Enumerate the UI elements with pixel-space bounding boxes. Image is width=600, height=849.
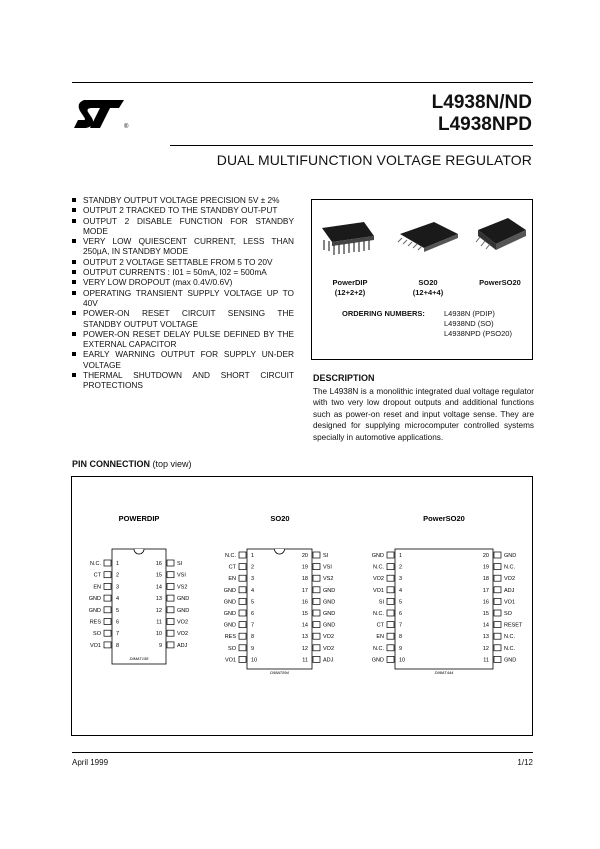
pin-number: 15 — [482, 611, 489, 617]
diagram-code: DIMAT158 — [129, 656, 149, 661]
st-logo — [72, 92, 132, 134]
ordering-number: L4938ND (SO) — [444, 319, 494, 328]
feature-item: EARLY WARNING OUTPUT FOR SUPPLY UN-DER VOLTAGE — [72, 349, 294, 370]
pin-number: 2 — [116, 572, 120, 579]
pin-name: CT — [228, 564, 236, 571]
ordering-number: L4938N (PDIP) — [444, 309, 495, 318]
pin-name: N.C. — [504, 634, 515, 641]
pin-number: 9 — [399, 645, 403, 652]
pin-pad — [494, 645, 501, 651]
pin-pad — [313, 587, 320, 593]
pin-pad — [239, 575, 246, 581]
pin-name: ADJ — [177, 642, 188, 649]
pin-name: VO2 — [323, 634, 335, 641]
pin-name: EN — [376, 634, 384, 641]
pin-name: VSI — [177, 572, 186, 579]
pin-pad — [313, 575, 320, 581]
pin-number: 9 — [251, 645, 255, 652]
pin-name: GND — [177, 607, 190, 614]
pin-pad — [167, 572, 174, 578]
pin-pad — [104, 642, 111, 648]
pin-name: SI — [323, 553, 329, 559]
pin-name: VO2 — [323, 645, 335, 652]
footer-date: April 1999 — [72, 758, 109, 767]
pin-pad — [167, 619, 174, 625]
pin-pad — [494, 622, 501, 628]
pin-number: 15 — [301, 611, 308, 617]
pin-pad — [313, 645, 320, 651]
pin-name: VO2 — [177, 619, 189, 626]
pin-name: GND — [223, 622, 236, 629]
pin-number: 8 — [399, 634, 403, 641]
pin-name: SO — [93, 631, 101, 638]
pin-pad — [167, 583, 174, 589]
pin-connection-box — [71, 476, 533, 736]
pin-number: 5 — [399, 599, 403, 606]
pin-pad — [167, 642, 174, 648]
pin-pad — [239, 645, 246, 651]
pin-pad — [104, 583, 111, 589]
description-text: The L4938N is a monolithic integrated dual voltage regulator with two very low dropout outputs and additional functions such as power-on reset and input voltage sense. They are designed for supplying microcomputer controlled systems specially in automotive applications. — [313, 387, 534, 442]
pin-number: 11 — [156, 619, 162, 626]
feature-item: OUTPUT 2 DISABLE FUNCTION FOR STANDBY MODE — [72, 216, 294, 237]
package-images — [312, 200, 532, 275]
pin-name: N.C. — [504, 645, 515, 652]
pin-number: 13 — [482, 634, 489, 641]
pin-pad — [313, 564, 320, 570]
pin-pad — [494, 575, 501, 581]
pin-pad — [494, 656, 501, 662]
top-rule — [72, 82, 533, 83]
pin-number: 20 — [301, 553, 308, 559]
pin-name: SO — [504, 611, 512, 617]
pin-pad — [239, 656, 246, 662]
pin-pad — [313, 656, 320, 662]
pin-number: 2 — [251, 564, 255, 571]
pin-name: VO2 — [504, 576, 516, 583]
registered-mark-icon: ® — [124, 124, 129, 130]
feature-item: POWER-ON RESET CIRCUIT SENSING THE STANDBY OUTPUT VOLTAGE — [72, 308, 294, 329]
pin-pad — [387, 575, 394, 581]
pin-number: 10 — [399, 657, 406, 664]
package-so20: SO20 (12+4+4) — [412, 278, 444, 297]
pin-name: GND — [223, 599, 236, 606]
package-title: POWERDIP — [118, 514, 160, 523]
pin-name: VSI — [323, 564, 332, 571]
pin-name: GND — [223, 611, 236, 617]
pin-pad — [387, 656, 394, 662]
package-box — [311, 199, 533, 360]
pin-name: RES — [224, 634, 236, 641]
pin-pad — [494, 552, 501, 558]
pin-number: 13 — [155, 596, 162, 603]
pin-pad — [494, 633, 501, 639]
diagram-code: D98AT444 — [434, 670, 454, 675]
pin-pad — [387, 633, 394, 639]
powerdip-package-icon — [322, 222, 374, 255]
pin-name: VO2 — [372, 576, 384, 583]
pin-name: EN — [228, 576, 236, 583]
pin-name: RES — [89, 619, 101, 626]
pin-pad — [239, 552, 246, 558]
pin-pad — [494, 587, 501, 593]
pin-pad — [239, 633, 246, 639]
pin-number: 19 — [482, 564, 489, 571]
pin-number: 16 — [155, 561, 162, 567]
pin-number: 4 — [399, 587, 403, 594]
pin-pad — [104, 572, 111, 578]
pin-number: 1 — [399, 553, 403, 559]
feature-list — [72, 195, 294, 391]
pin-number: 17 — [482, 587, 489, 594]
pin-number: 4 — [251, 587, 255, 594]
pin-pad — [313, 622, 320, 628]
pin-name: CT — [93, 572, 101, 579]
feature-item: OUTPUT CURRENTS : I01 = 50mA, I02 = 500mA — [72, 267, 294, 277]
pin-number: 17 — [301, 587, 308, 594]
feature-item: OPERATING TRANSIENT SUPPLY VOLTAGE UP TO 40V — [72, 288, 294, 309]
pin-number: 3 — [399, 576, 403, 583]
pin-name: SI — [177, 561, 183, 567]
feature-item: OUTPUT 2 VOLTAGE SETTABLE FROM 5 TO 20V — [72, 257, 294, 267]
pin-name: VO1 — [89, 642, 101, 649]
pin-number: 10 — [155, 631, 162, 638]
pin-pad — [387, 645, 394, 651]
pin-number: 6 — [116, 619, 120, 626]
pin-number: 7 — [399, 622, 403, 629]
feature-item: THERMAL SHUTDOWN AND SHORT CIRCUIT PROTECTIONS — [72, 370, 294, 391]
pin-pad — [313, 598, 320, 604]
pin-pad — [239, 622, 246, 628]
pin-number: 20 — [482, 553, 489, 559]
so20-package-icon — [398, 222, 458, 252]
pin-pad — [313, 552, 320, 558]
pin-pad — [104, 630, 111, 636]
pin-number: 13 — [301, 634, 308, 641]
pin-diagrams — [72, 477, 532, 735]
pin-name: N.C. — [373, 611, 384, 617]
pin-name: GND — [323, 611, 336, 617]
pin-number: 3 — [116, 584, 120, 591]
pin-pad — [167, 607, 174, 613]
feature-item: VERY LOW DROPOUT (max 0.4V/0.6V) — [72, 277, 294, 287]
pin-name: VO1 — [372, 587, 384, 594]
pin-number: 14 — [155, 584, 162, 591]
feature-item: STANDBY OUTPUT VOLTAGE PRECISION 5V ± 2% — [72, 195, 294, 205]
pin-number: 6 — [251, 611, 255, 617]
pin-pad — [387, 610, 394, 616]
part-number-1: L4938N/ND — [431, 92, 532, 113]
pin-pad — [387, 598, 394, 604]
pin-number: 11 — [302, 657, 308, 664]
pin-number: 14 — [482, 622, 489, 629]
pin-pad — [387, 622, 394, 628]
pin-name: VO1 — [224, 657, 236, 664]
pin-number: 7 — [116, 631, 120, 638]
pin-number: 16 — [301, 599, 308, 606]
pin-number: 19 — [301, 564, 308, 571]
page-title: DUAL MULTIFUNCTION VOLTAGE REGULATOR — [216, 152, 532, 168]
chip-body — [395, 549, 493, 669]
pin-name: N.C. — [373, 645, 384, 652]
part-number-2: L4938NPD — [438, 114, 532, 135]
pin-number: 18 — [482, 576, 489, 583]
footer-rule — [72, 752, 533, 753]
pin-pad — [387, 564, 394, 570]
pin-name: GND — [323, 587, 336, 594]
pin-number: 9 — [158, 642, 162, 649]
pin-pad — [104, 619, 111, 625]
pin-number: 2 — [399, 564, 403, 571]
pin-pad — [494, 610, 501, 616]
pin-pad — [104, 595, 111, 601]
pin-number: 11 — [483, 657, 489, 664]
pin-number: 7 — [251, 622, 255, 629]
pin-number: 6 — [399, 611, 403, 617]
pin-name: GND — [323, 599, 336, 606]
pin-number: 16 — [482, 599, 489, 606]
feature-item: OUTPUT 2 TRACKED TO THE STANDBY OUT-PUT — [72, 205, 294, 215]
pin-name: N.C. — [504, 564, 515, 571]
pin-name: VO2 — [177, 631, 189, 638]
feature-item: VERY LOW QUIESCENT CURRENT, LESS THAN 250µA, IN STANDBY MODE — [72, 236, 294, 257]
ordering-label: ORDERING NUMBERS: — [342, 309, 425, 318]
pin-name: GND — [371, 657, 384, 664]
description-heading: DESCRIPTION — [313, 373, 375, 383]
pin-name: N.C. — [225, 553, 236, 559]
pin-number: 12 — [155, 607, 162, 614]
pin-pad — [167, 560, 174, 566]
pin-pad — [387, 587, 394, 593]
pin-pad — [104, 560, 111, 566]
pin-pad — [104, 607, 111, 613]
pin-number: 1 — [116, 561, 120, 567]
pin-name: N.C. — [373, 564, 384, 571]
pin-pad — [387, 552, 394, 558]
pin-name: VO1 — [504, 599, 516, 606]
pin-name: GND — [88, 596, 101, 603]
ordering-number: L4938NPD (PSO20) — [444, 329, 512, 338]
pin-pad — [494, 598, 501, 604]
pin-name: N.C. — [90, 561, 101, 567]
package-powerdip: PowerDIP (12+2+2) — [332, 278, 368, 297]
pin-name: GND — [177, 596, 190, 603]
pin-number: 10 — [251, 657, 258, 664]
pin-name: EN — [93, 584, 101, 591]
pin-pad — [167, 630, 174, 636]
pin-connection-heading: PIN CONNECTION (top view) — [72, 459, 192, 469]
pin-name: ADJ — [504, 587, 515, 594]
package-title: PowerSO20 — [423, 514, 465, 523]
pin-name: SI — [378, 599, 384, 606]
pin-name: CT — [376, 622, 384, 629]
pin-name: VS2 — [177, 584, 188, 591]
pin-name: GND — [323, 622, 336, 629]
pin-number: 18 — [301, 576, 308, 583]
pin-number: 14 — [301, 622, 308, 629]
pin-pad — [167, 595, 174, 601]
pin-number: 8 — [251, 634, 255, 641]
title-rule — [170, 145, 533, 146]
pin-name: ADJ — [323, 657, 334, 664]
feature-item: POWER-ON RESET DELAY PULSE DEFINED BY THE EXTERNAL CAPACITOR — [72, 329, 294, 350]
pin-number: 3 — [251, 576, 255, 583]
diagram-code: D98AT894 — [270, 670, 289, 675]
pin-name: GND — [88, 607, 101, 614]
pin-name: VS2 — [323, 576, 334, 583]
pin-number: 12 — [482, 645, 489, 652]
package-title: SO20 — [270, 514, 290, 523]
pin-name: GND — [504, 553, 517, 559]
pin-pad — [239, 587, 246, 593]
pin-pad — [313, 610, 320, 616]
pin-number: 5 — [251, 599, 255, 606]
pin-pad — [494, 564, 501, 570]
pin-number: 8 — [116, 642, 120, 649]
package-powerso20: PowerSO20 — [479, 278, 521, 287]
powerso20-package-icon — [476, 218, 526, 250]
pin-pad — [239, 564, 246, 570]
pin-name: GND — [223, 587, 236, 594]
pin-name: GND — [504, 657, 517, 664]
pin-number: 5 — [116, 607, 120, 614]
pin-number: 15 — [155, 572, 162, 579]
pin-pad — [239, 598, 246, 604]
pin-pad — [313, 633, 320, 639]
pin-number: 1 — [251, 553, 255, 559]
pin-name: GND — [371, 553, 384, 559]
pin-name: RESET — [504, 622, 523, 629]
footer-page-number: 1/12 — [517, 758, 533, 767]
pin-pad — [239, 610, 246, 616]
pin-name: SO — [228, 645, 236, 652]
pin-number: 12 — [301, 645, 308, 652]
pin-number: 4 — [116, 596, 120, 603]
